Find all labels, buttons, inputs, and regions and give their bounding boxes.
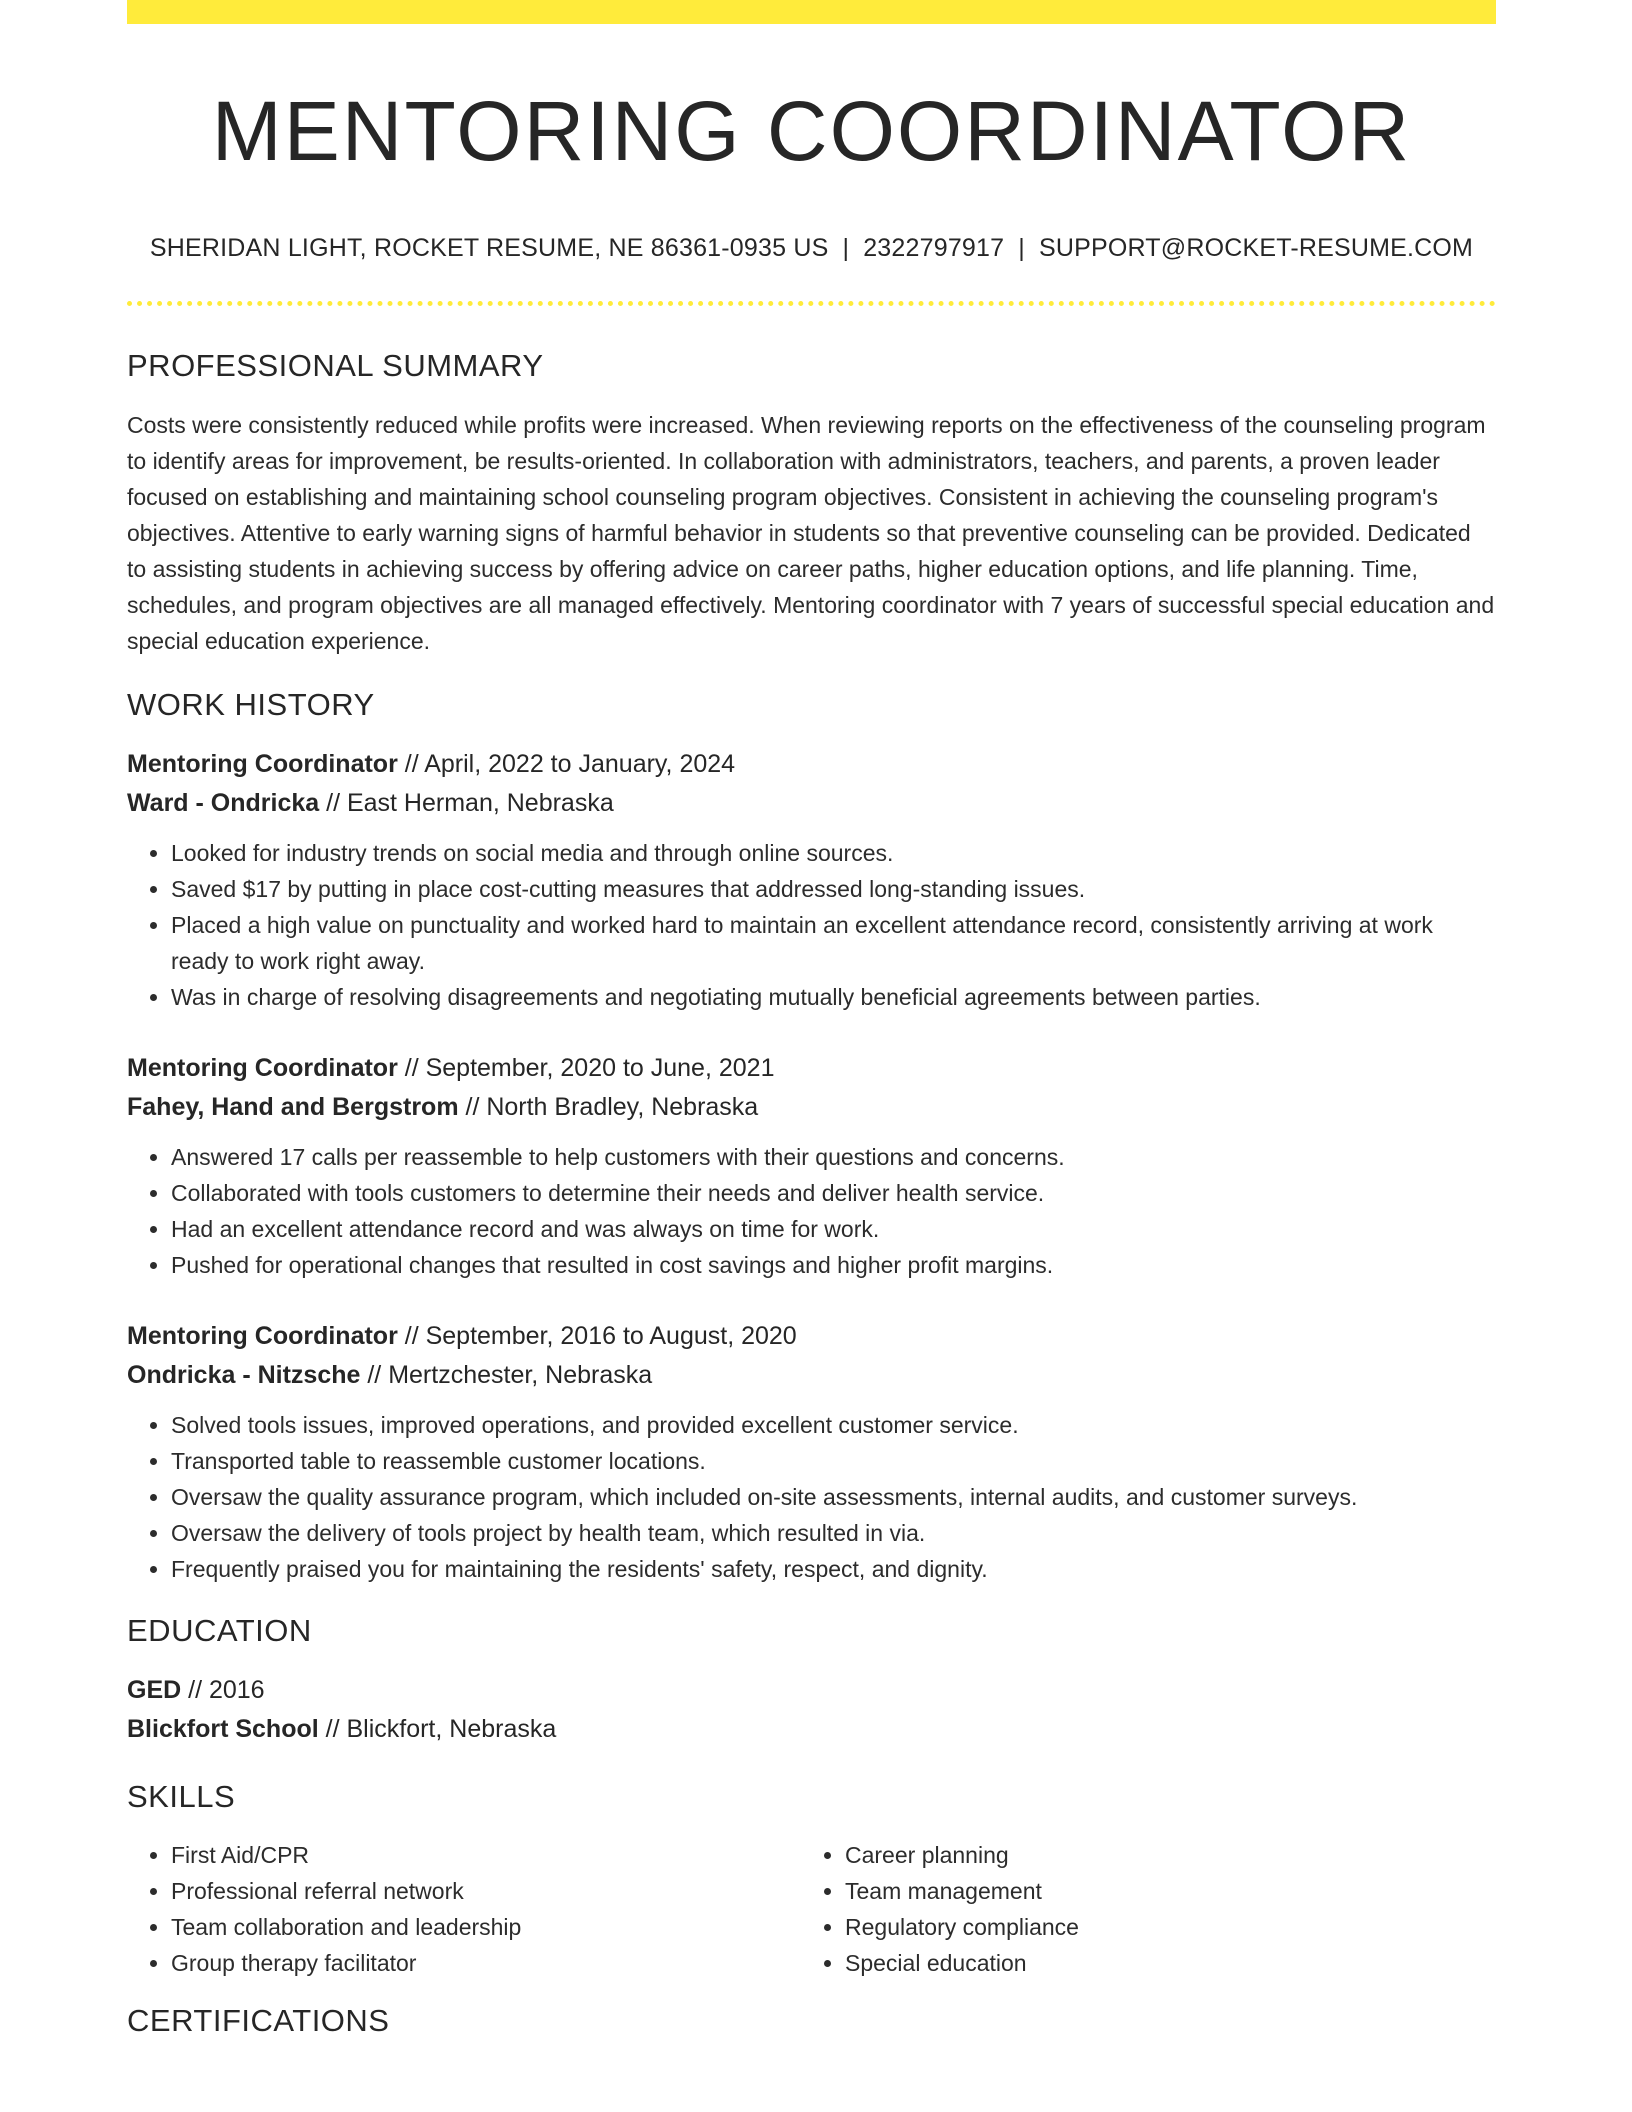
skills-column-left [127, 1837, 801, 1981]
contact-email: SUPPORT@ROCKET-RESUME.COM [1038, 234, 1474, 262]
contact-separator: | [842, 234, 850, 262]
skill-item: • Professional referral network [171, 1873, 801, 1909]
dotted-divider [127, 301, 1496, 306]
job-company-line [127, 1356, 1496, 1395]
job-company: Ward - Ondricka [127, 789, 320, 817]
job-dates: // September, 2020 to June, 2021 [397, 1054, 775, 1082]
job-bullet: • Saved $17 by putting in place cost-cutting measures that addressed long-standing issues. [171, 871, 1496, 907]
contact-address: SHERIDAN LIGHT, ROCKET RESUME, NE 86361-0935 US [149, 234, 829, 262]
job-location: // Mertzchester, Nebraska [360, 1361, 653, 1389]
job-bullet: • Transported table to reassemble customer locations. [171, 1443, 1496, 1479]
summary-heading: PROFESSIONAL SUMMARY [127, 348, 544, 383]
education-degree-line [127, 1671, 1496, 1710]
education-heading: EDUCATION [127, 1613, 312, 1648]
job-title-line [127, 745, 1496, 784]
contact-separator: | [1018, 234, 1025, 262]
job-bullet: • Oversaw the delivery of tools project by health team, which resulted in via. [171, 1515, 1496, 1551]
summary-text: Costs were consistently reduced while profits were increased. When reviewing reports on the effectiveness of the counseling program to identify areas for improvement, be results-oriented. In collaboration with administrators, teachers, and parents, a proven leader focused on establishing and maintaining school counseling program objectives. Consistent in achieving the counseling program's objectives. Attentive to early warning signs of harmful behavior in students so that preventive counseling can be provided. Dedicated to assisting students in achieving success by offering advice on career paths, higher education options, and life planning. Time, schedules, and program objectives are all managed effectively. Mentoring coordinator with 7 years of successful special education and special education experience. [127, 412, 1495, 654]
job-company: Ondricka - Nitzsche [127, 1361, 361, 1389]
job-location: // North Bradley, Nebraska [458, 1093, 759, 1121]
job-role: Mentoring Coordinator [127, 750, 398, 778]
job-bullet: • Solved tools issues, improved operations, and provided excellent customer service. [171, 1407, 1496, 1443]
job-bullet: • Collaborated with tools customers to determine their needs and deliver health service. [171, 1175, 1496, 1211]
job-bullets [127, 1139, 1496, 1283]
work-history-heading: WORK HISTORY [127, 687, 375, 722]
education-entry [127, 1671, 1496, 1749]
job-company-line [127, 784, 1496, 823]
job-dates: // April, 2022 to January, 2024 [397, 750, 736, 778]
resume-page [127, 0, 1496, 2039]
skill-item: • Team management [845, 1873, 1475, 1909]
skills-heading: SKILLS [127, 1779, 236, 1814]
job-bullet: • Placed a high value on punctuality and worked hard to maintain an excellent attendance record, consistently arriving at work ready to work right away. [171, 907, 1496, 979]
skills-grid [127, 1837, 1496, 1981]
education-location: // Blickfort, Nebraska [318, 1715, 557, 1743]
job-bullet: • Had an excellent attendance record and was always on time for work. [171, 1211, 1496, 1247]
job-bullet: • Looked for industry trends on social media and through online sources. [171, 835, 1496, 871]
job-role: Mentoring Coordinator [127, 1054, 398, 1082]
certifications-heading: CERTIFICATIONS [127, 2003, 390, 2038]
job-bullet: • Frequently praised you for maintaining the residents' safety, respect, and dignity. [171, 1551, 1496, 1587]
job-bullets [127, 835, 1496, 1015]
job-entry [127, 1049, 1496, 1283]
skill-item: • Career planning [845, 1837, 1475, 1873]
job-bullet: • Pushed for operational changes that resulted in cost savings and higher profit margins. [171, 1247, 1496, 1283]
skill-item: • Special education [845, 1945, 1475, 1981]
job-role: Mentoring Coordinator [127, 1322, 398, 1350]
contact-phone: 2322797917 [863, 234, 1005, 262]
skill-item: • Regulatory compliance [845, 1909, 1475, 1945]
job-bullets [127, 1407, 1496, 1587]
job-bullet: • Oversaw the quality assurance program, which included on-site assessments, internal audits, and customer surveys. [171, 1479, 1496, 1515]
contact-line [127, 233, 1496, 263]
job-bullet: • Was in charge of resolving disagreements and negotiating mutually beneficial agreements between parties. [171, 979, 1496, 1015]
job-title-line [127, 1317, 1496, 1356]
job-location: // East Herman, Nebraska [319, 789, 614, 817]
education-school: Blickfort School [127, 1715, 319, 1743]
job-title-line [127, 1049, 1496, 1088]
education-school-line [127, 1710, 1496, 1749]
job-entry [127, 745, 1496, 1015]
resume-name-title: MENTORING COORDINATOR [211, 84, 1412, 178]
job-bullet: • Answered 17 calls per reassemble to help customers with their questions and concerns. [171, 1139, 1496, 1175]
accent-top-bar [127, 0, 1496, 24]
job-company-line [127, 1088, 1496, 1127]
job-entry [127, 1317, 1496, 1587]
job-dates: // September, 2016 to August, 2020 [397, 1322, 797, 1350]
education-year: // 2016 [181, 1676, 265, 1704]
skill-item: • Group therapy facilitator [171, 1945, 801, 1981]
skill-item: • First Aid/CPR [171, 1837, 801, 1873]
skills-column-right [801, 1837, 1475, 1981]
job-company: Fahey, Hand and Bergstrom [127, 1093, 459, 1121]
education-degree: GED [127, 1676, 182, 1704]
skill-item: • Team collaboration and leadership [171, 1909, 801, 1945]
